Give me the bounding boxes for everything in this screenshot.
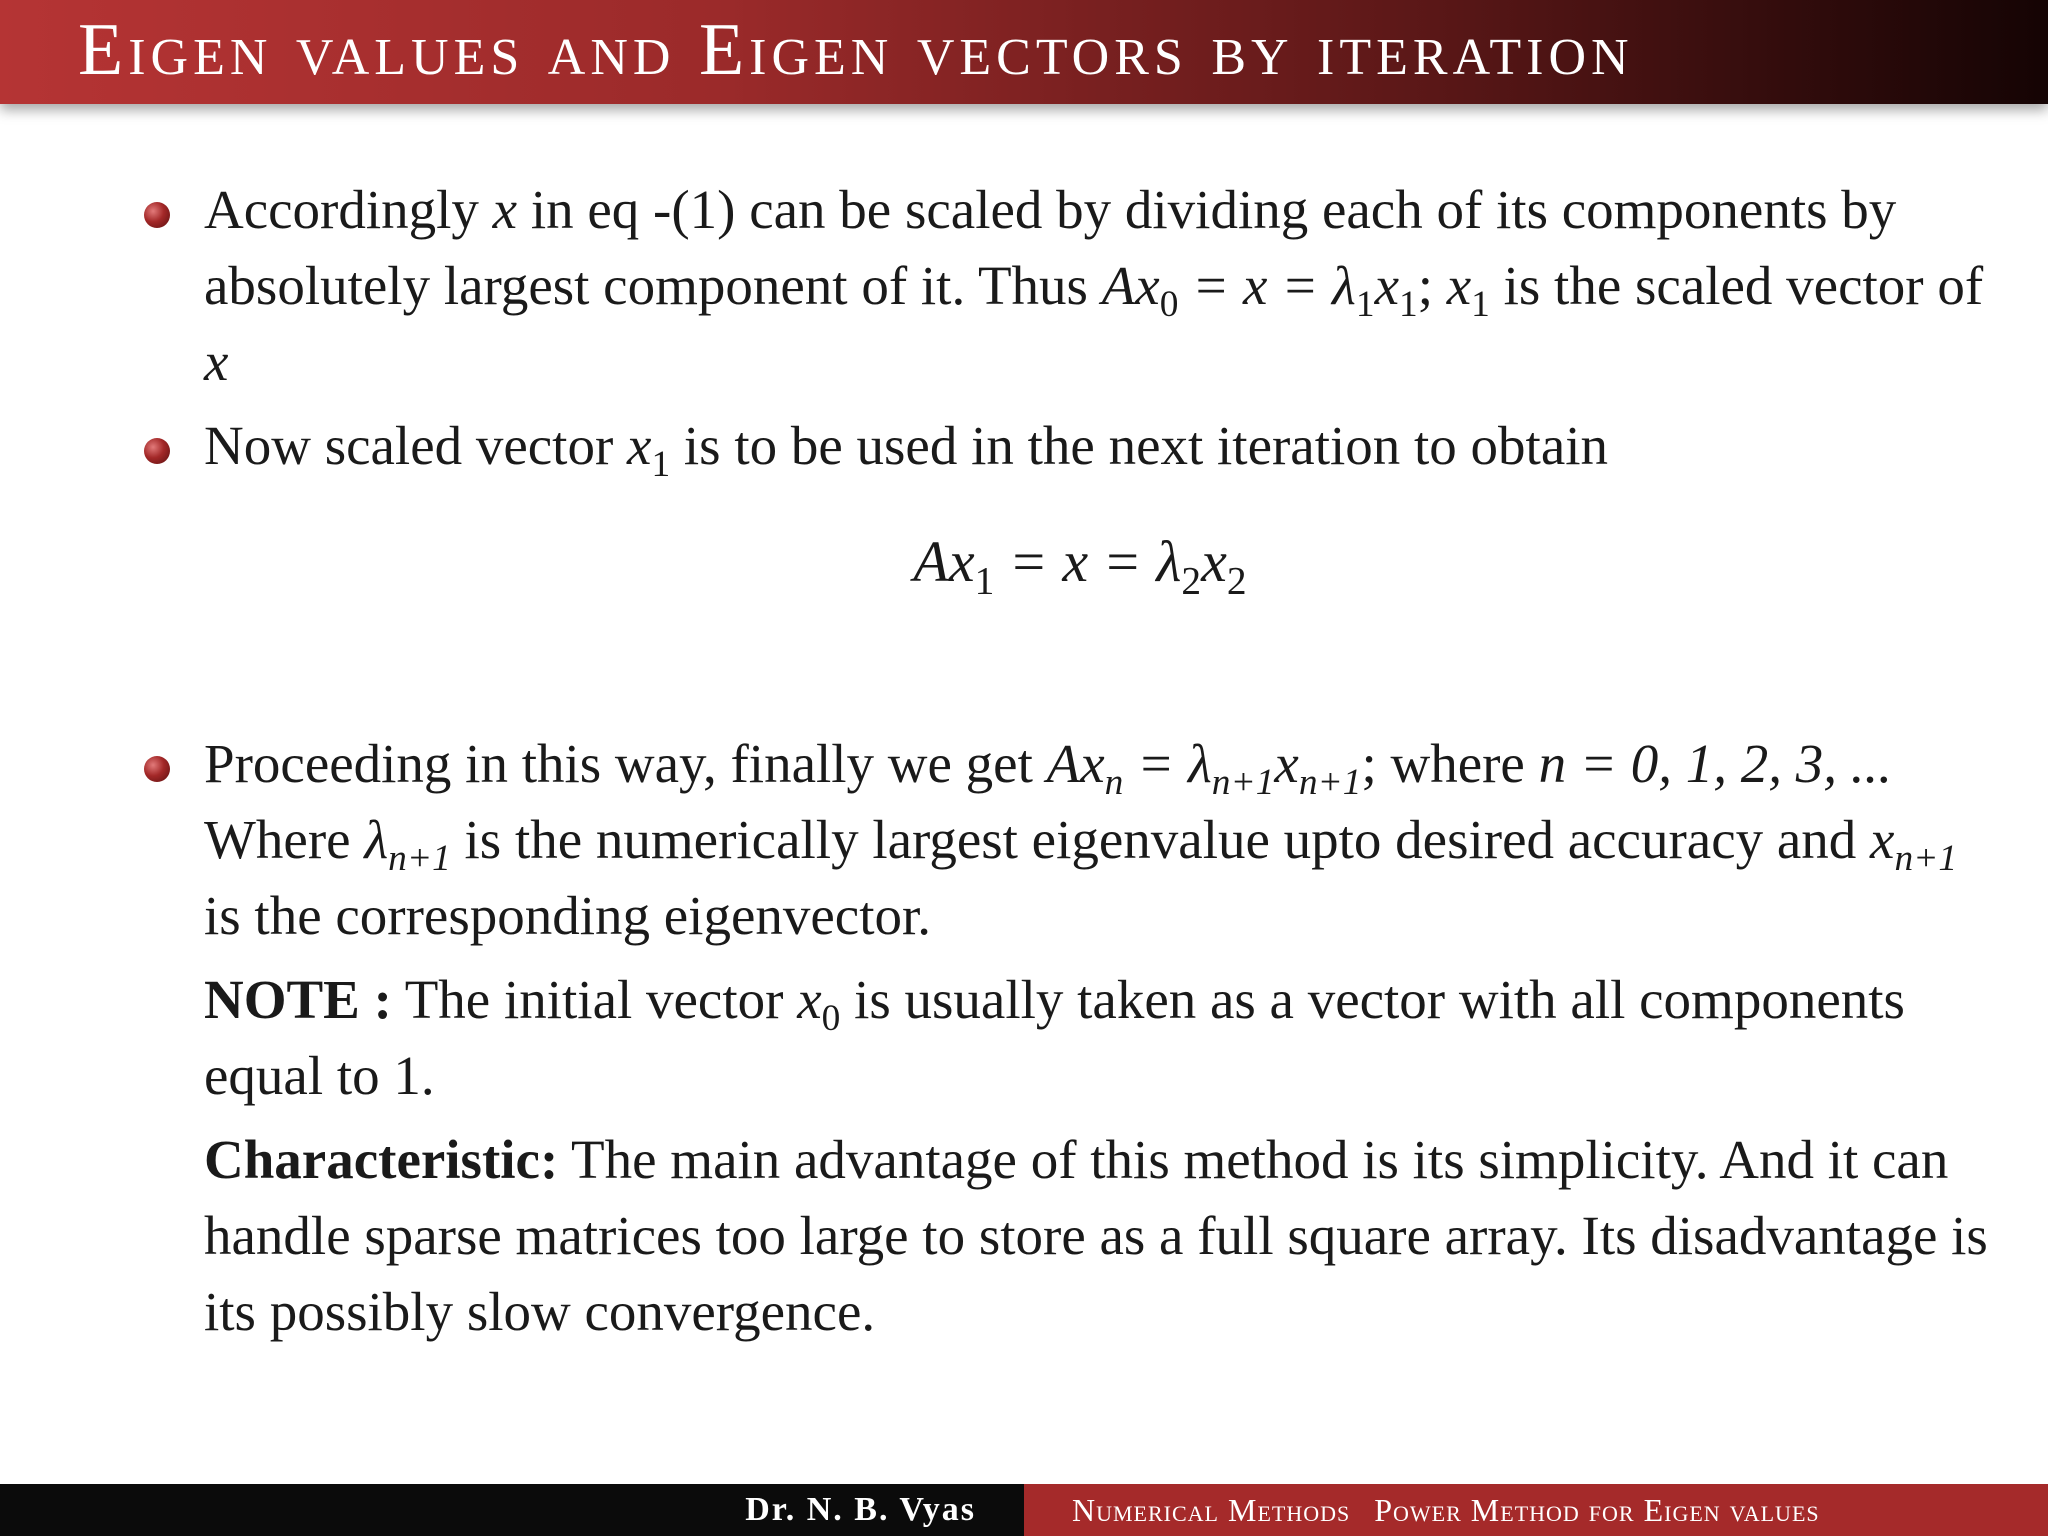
characteristic-paragraph: Characteristic: The main advantage of this method is its simplicity. And it can handle sparse matrices too large to store as a full square array. Its disadvantage is its possibly slow convergence. <box>204 1129 1988 1342</box>
title-bar <box>0 0 2048 104</box>
footer-author: Dr. N. B. Vyas <box>0 1484 1024 1536</box>
bullet-item-2 <box>140 408 2000 484</box>
note-label: NOTE : <box>204 969 392 1030</box>
footer-course-topic <box>1024 1484 2048 1536</box>
bullet-icon <box>144 756 170 782</box>
bullet-item-3 <box>140 726 2000 954</box>
bullet-icon <box>144 438 170 464</box>
slide-content <box>140 172 2000 1350</box>
characteristic-label: Characteristic: <box>204 1129 559 1190</box>
bullet-icon <box>144 202 170 228</box>
bullet-item-1 <box>140 172 2000 400</box>
note-paragraph: NOTE : The initial vector $x_0$ is usually taken as a vector with all components equal to 1. <box>204 969 1905 1106</box>
display-equation: $Ax_1 = x = \lambda_2x_2$ <box>913 529 1247 603</box>
footer-topic: Power Method for Eigen values <box>1374 1492 1820 1528</box>
slide-title: Eigen values and Eigen vectors by iteration <box>78 9 1634 91</box>
bullet-1-text: Accordingly x in eq -(1) can be scaled by dividing each of its components by absolutely largest component of it. Thus $Ax_0 = x = \lambda_1x_1$; $x_1$ is the scaled vector of x <box>204 179 1984 392</box>
bullet-2-text: Now scaled vector $x_1$ is to be used in the next iteration to obtain <box>204 415 1609 485</box>
bullet-3-text: Proceeding in this way, finally we get $Ax_n = \lambda_{n+1}x_{n+1}$; where n = 0, 1, 2, 3, ... Where $\lambda_{n+1}$ is the numerically largest eigenvalue upto desired accuracy and $x_{n+1}$ is the corresponding eigenvector. <box>204 733 1958 946</box>
footer-bar <box>0 1484 2048 1536</box>
footer-course: Numerical Methods <box>1072 1492 1351 1528</box>
